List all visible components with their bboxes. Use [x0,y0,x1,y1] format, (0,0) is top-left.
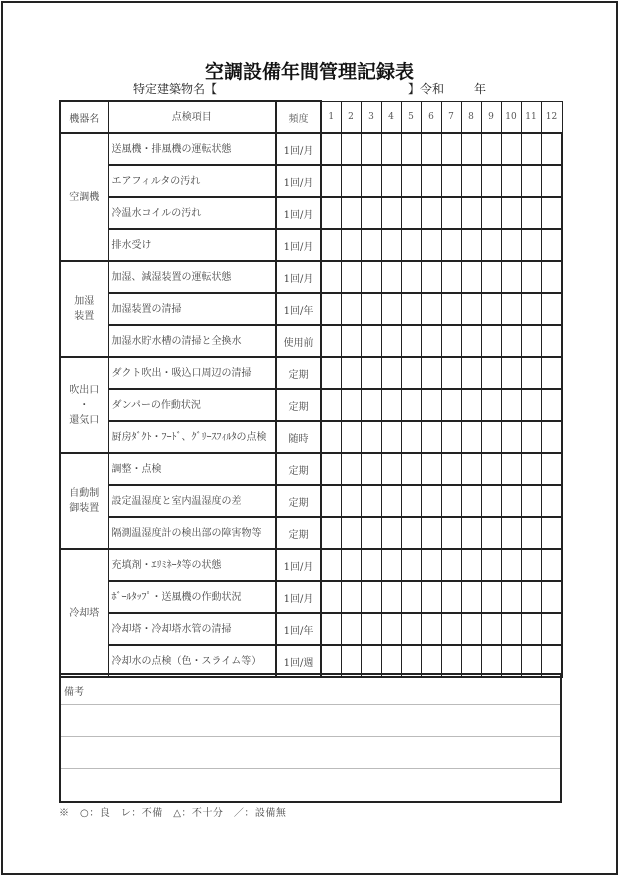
header-month: 2 [341,101,361,133]
month-check-cell[interactable] [441,261,461,293]
month-check-cell[interactable] [401,229,421,261]
month-check-cell[interactable] [381,581,401,613]
inspection-frequency: 使用前 [276,325,321,357]
month-check-cell[interactable] [501,325,521,357]
month-check-cell[interactable] [341,485,361,517]
table-row [60,357,562,389]
month-check-cell[interactable] [521,581,541,613]
header-month: 6 [421,101,441,133]
month-check-cell[interactable] [521,485,541,517]
month-check-cell[interactable] [441,453,461,485]
table-row [60,485,562,517]
month-check-cell[interactable] [521,197,541,229]
inspection-frequency: 1回/年 [276,293,321,325]
header-month: 10 [501,101,521,133]
month-check-cell[interactable] [401,357,421,389]
month-check-cell[interactable] [341,517,361,549]
month-check-cell[interactable] [421,453,441,485]
month-check-cell[interactable] [381,517,401,549]
month-check-cell[interactable] [541,325,562,357]
month-check-cell[interactable] [341,613,361,645]
inspection-frequency: 定期 [276,357,321,389]
month-check-cell[interactable] [321,357,341,389]
month-check-cell[interactable] [541,485,562,517]
month-check-cell[interactable] [521,517,541,549]
month-check-cell[interactable] [321,325,341,357]
month-check-cell[interactable] [421,421,441,453]
month-check-cell[interactable] [501,485,521,517]
month-check-cell[interactable] [541,549,562,581]
month-check-cell[interactable] [341,261,361,293]
table-row [60,421,562,453]
month-check-cell[interactable] [321,453,341,485]
inspection-frequency: 1回/月 [276,581,321,613]
month-check-cell[interactable] [501,549,521,581]
month-check-cell[interactable] [461,293,481,325]
month-check-cell[interactable] [341,357,361,389]
month-check-cell[interactable] [321,229,341,261]
month-check-cell[interactable] [381,549,401,581]
month-check-cell[interactable] [381,453,401,485]
inspection-item: 調整・点検 [108,453,276,485]
month-check-cell[interactable] [481,613,501,645]
month-check-cell[interactable] [541,581,562,613]
month-check-cell[interactable] [521,389,541,421]
remarks-box[interactable] [59,673,562,803]
month-check-cell[interactable] [501,581,521,613]
month-check-cell[interactable] [401,197,421,229]
inspection-item: 厨房ﾀﾞｸﾄ・ﾌｰﾄﾞ、ｸﾞﾘｰｽﾌｨﾙﾀの点検 [108,421,276,453]
month-check-cell[interactable] [461,133,481,165]
inspection-item: 送風機・排風機の運転状態 [108,133,276,165]
table-row [60,261,562,293]
month-check-cell[interactable] [401,293,421,325]
inspection-item: 冷却水の点検（色・スライム等） [108,645,276,677]
month-check-cell[interactable] [501,389,521,421]
month-check-cell[interactable] [381,293,401,325]
month-check-cell[interactable] [361,581,381,613]
inspection-item: ダンパーの作動状況 [108,389,276,421]
month-check-cell[interactable] [421,485,441,517]
table-row [60,549,562,581]
month-check-cell[interactable] [361,165,381,197]
month-check-cell[interactable] [421,229,441,261]
header-month: 11 [521,101,541,133]
month-check-cell[interactable] [341,165,361,197]
inspection-item: 加湿、減湿装置の運転状態 [108,261,276,293]
month-check-cell[interactable] [401,549,421,581]
month-check-cell[interactable] [481,421,501,453]
inspection-item: 加湿水貯水槽の清掃と全換水 [108,325,276,357]
remarks-line [61,768,560,769]
header-equipment: 機器名 [60,101,108,133]
month-check-cell[interactable] [441,293,461,325]
month-check-cell[interactable] [521,613,541,645]
inspection-frequency: 1回/月 [276,197,321,229]
month-check-cell[interactable] [321,165,341,197]
inspection-frequency: 定期 [276,485,321,517]
month-check-cell[interactable] [481,165,501,197]
inspection-frequency: 1回/月 [276,165,321,197]
month-check-cell[interactable] [401,581,421,613]
header-month: 7 [441,101,461,133]
month-check-cell[interactable] [501,293,521,325]
month-check-cell[interactable] [361,389,381,421]
header-month: 3 [361,101,381,133]
equipment-name: 吹出口 ・ 還気口 [60,357,108,453]
month-check-cell[interactable] [501,517,521,549]
month-check-cell[interactable] [321,293,341,325]
month-check-cell[interactable] [421,549,441,581]
table-row [60,133,562,165]
table-row [60,581,562,613]
month-check-cell[interactable] [461,453,481,485]
month-check-cell[interactable] [361,421,381,453]
month-check-cell[interactable] [421,389,441,421]
month-check-cell[interactable] [381,389,401,421]
month-check-cell[interactable] [381,485,401,517]
month-check-cell[interactable] [321,133,341,165]
month-check-cell[interactable] [521,453,541,485]
inspection-frequency: 定期 [276,453,321,485]
month-check-cell[interactable] [321,389,341,421]
month-check-cell[interactable] [361,613,381,645]
month-check-cell[interactable] [441,549,461,581]
remarks-line [61,736,560,737]
month-check-cell[interactable] [441,133,461,165]
legend-note: ※ ○：良 レ：不備 △：不十分 ／：設備無 [59,808,287,819]
month-check-cell[interactable] [461,613,481,645]
month-check-cell[interactable] [381,165,401,197]
inspection-item: エアフィルタの汚れ [108,165,276,197]
header-month: 12 [541,101,562,133]
month-check-cell[interactable] [381,229,401,261]
table-row [60,613,562,645]
month-check-cell[interactable] [421,293,441,325]
month-check-cell[interactable] [381,421,401,453]
month-check-cell[interactable] [401,485,421,517]
month-check-cell[interactable] [361,357,381,389]
month-check-cell[interactable] [441,165,461,197]
month-check-cell[interactable] [401,261,421,293]
month-check-cell[interactable] [541,453,562,485]
month-check-cell[interactable] [321,549,341,581]
inspection-frequency: 定期 [276,517,321,549]
inspection-item: 充填剤・ｴﾘﾐﾈｰﾀ等の状態 [108,549,276,581]
month-check-cell[interactable] [401,133,421,165]
month-check-cell[interactable] [441,613,461,645]
month-check-cell[interactable] [381,613,401,645]
month-check-cell[interactable] [341,421,361,453]
month-check-cell[interactable] [321,613,341,645]
remarks-label: 備考 [64,687,84,698]
month-check-cell[interactable] [541,197,562,229]
month-check-cell[interactable] [481,133,501,165]
month-check-cell[interactable] [541,613,562,645]
month-check-cell[interactable] [421,133,441,165]
month-check-cell[interactable] [501,261,521,293]
month-check-cell[interactable] [541,389,562,421]
month-check-cell[interactable] [481,549,501,581]
month-check-cell[interactable] [361,133,381,165]
month-check-cell[interactable] [521,357,541,389]
inspection-frequency: 1回/月 [276,229,321,261]
building-name-label: 特定建築物名【 [133,82,218,96]
month-check-cell[interactable] [461,549,481,581]
month-check-cell[interactable] [481,517,501,549]
inspection-item: 加湿装置の清掃 [108,293,276,325]
month-check-cell[interactable] [461,389,481,421]
month-check-cell[interactable] [361,549,381,581]
month-check-cell[interactable] [341,197,361,229]
inspection-item: 設定温湿度と室内温湿度の差 [108,485,276,517]
month-check-cell[interactable] [541,165,562,197]
inspection-item: 冷温水コイルの汚れ [108,197,276,229]
inspection-frequency: 定期 [276,389,321,421]
month-check-cell[interactable] [421,357,441,389]
table-row [60,453,562,485]
month-check-cell[interactable] [501,357,521,389]
month-check-cell[interactable] [481,197,501,229]
month-check-cell[interactable] [541,261,562,293]
month-check-cell[interactable] [501,229,521,261]
month-check-cell[interactable] [441,485,461,517]
era-label: 】令和 [408,82,445,96]
month-check-cell[interactable] [321,421,341,453]
inspection-frequency: 1回/月 [276,261,321,293]
month-check-cell[interactable] [401,453,421,485]
table-row [60,517,562,549]
month-check-cell[interactable] [481,357,501,389]
table-row [60,325,562,357]
month-check-cell[interactable] [361,485,381,517]
month-check-cell[interactable] [461,229,481,261]
month-check-cell[interactable] [461,197,481,229]
month-check-cell[interactable] [321,581,341,613]
month-check-cell[interactable] [481,261,501,293]
month-check-cell[interactable] [361,453,381,485]
header-month: 5 [401,101,421,133]
month-check-cell[interactable] [521,229,541,261]
month-check-cell[interactable] [321,517,341,549]
month-check-cell[interactable] [401,517,421,549]
month-check-cell[interactable] [341,229,361,261]
month-check-cell[interactable] [381,133,401,165]
inspection-frequency: 1回/月 [276,133,321,165]
header-frequency: 頻度 [276,101,321,133]
month-check-cell[interactable] [541,133,562,165]
equipment-name: 冷却塔 [60,549,108,677]
month-check-cell[interactable] [421,325,441,357]
month-check-cell[interactable] [421,581,441,613]
month-check-cell[interactable] [361,325,381,357]
inspection-frequency: 1回/月 [276,549,321,581]
month-check-cell[interactable] [321,197,341,229]
inspection-item: ダクト吹出・吸込口周辺の清掃 [108,357,276,389]
month-check-cell[interactable] [381,325,401,357]
inspection-item: ﾎﾞｰﾙﾀｯﾌﾟ・送風機の作動状況 [108,581,276,613]
year-label: 年 [474,82,487,96]
month-check-cell[interactable] [501,133,521,165]
month-check-cell[interactable] [481,325,501,357]
month-check-cell[interactable] [481,581,501,613]
month-check-cell[interactable] [481,485,501,517]
inspection-table [59,100,563,678]
month-check-cell[interactable] [461,325,481,357]
month-check-cell[interactable] [481,453,501,485]
month-check-cell[interactable] [541,517,562,549]
month-check-cell[interactable] [421,261,441,293]
month-check-cell[interactable] [421,517,441,549]
month-check-cell[interactable] [341,453,361,485]
month-check-cell[interactable] [441,517,461,549]
month-check-cell[interactable] [481,229,501,261]
month-check-cell[interactable] [361,261,381,293]
month-check-cell[interactable] [401,325,421,357]
inspection-item: 隔測温湿度計の検出部の障害物等 [108,517,276,549]
table-row [60,165,562,197]
month-check-cell[interactable] [521,165,541,197]
month-check-cell[interactable] [521,133,541,165]
month-check-cell[interactable] [341,133,361,165]
month-check-cell[interactable] [541,357,562,389]
month-check-cell[interactable] [441,581,461,613]
building-name-field[interactable] [222,80,402,95]
month-check-cell[interactable] [341,581,361,613]
month-check-cell[interactable] [341,549,361,581]
month-check-cell[interactable] [461,261,481,293]
month-check-cell[interactable] [461,517,481,549]
table-row [60,389,562,421]
month-check-cell[interactable] [541,293,562,325]
month-check-cell[interactable] [401,389,421,421]
month-check-cell[interactable] [501,421,521,453]
month-check-cell[interactable] [381,197,401,229]
month-check-cell[interactable] [341,293,361,325]
month-check-cell[interactable] [521,421,541,453]
month-check-cell[interactable] [521,325,541,357]
inspection-item: 排水受け [108,229,276,261]
month-check-cell[interactable] [401,421,421,453]
header-month: 1 [321,101,341,133]
month-check-cell[interactable] [361,229,381,261]
month-check-cell[interactable] [421,165,441,197]
month-check-cell[interactable] [361,197,381,229]
month-check-cell[interactable] [441,325,461,357]
table-row [60,229,562,261]
header-month: 9 [481,101,501,133]
month-check-cell[interactable] [421,613,441,645]
header-month: 8 [461,101,481,133]
inspection-item: 冷却塔・冷却塔水管の清掃 [108,613,276,645]
month-check-cell[interactable] [421,197,441,229]
inspection-frequency: 随時 [276,421,321,453]
month-check-cell[interactable] [461,421,481,453]
month-check-cell[interactable] [541,421,562,453]
month-check-cell[interactable] [441,421,461,453]
month-check-cell[interactable] [501,165,521,197]
month-check-cell[interactable] [541,229,562,261]
inspection-frequency: 1回/年 [276,613,321,645]
month-check-cell[interactable] [441,357,461,389]
month-check-cell[interactable] [381,357,401,389]
month-check-cell[interactable] [481,293,501,325]
month-check-cell[interactable] [401,613,421,645]
month-check-cell[interactable] [461,165,481,197]
month-check-cell[interactable] [361,293,381,325]
month-check-cell[interactable] [381,261,401,293]
month-check-cell[interactable] [481,389,501,421]
month-check-cell[interactable] [341,389,361,421]
month-check-cell[interactable] [441,197,461,229]
remarks-line [61,704,560,705]
month-check-cell[interactable] [321,485,341,517]
month-check-cell[interactable] [501,197,521,229]
month-check-cell[interactable] [521,293,541,325]
month-check-cell[interactable] [341,325,361,357]
table-header-row [60,101,562,133]
equipment-name: 加湿 装置 [60,261,108,357]
month-check-cell[interactable] [461,357,481,389]
month-check-cell[interactable] [521,261,541,293]
equipment-name: 自動制 御装置 [60,453,108,549]
month-check-cell[interactable] [441,389,461,421]
month-check-cell[interactable] [441,229,461,261]
equipment-name: 空調機 [60,133,108,261]
month-check-cell[interactable] [361,517,381,549]
page-title: 空調設備年間管理記録表 [204,61,414,83]
table-row [60,197,562,229]
month-check-cell[interactable] [521,549,541,581]
header-item: 点検項目 [108,101,276,133]
month-check-cell[interactable] [501,453,521,485]
month-check-cell[interactable] [461,581,481,613]
table-row [60,293,562,325]
month-check-cell[interactable] [461,485,481,517]
month-check-cell[interactable] [501,613,521,645]
header-month: 4 [381,101,401,133]
inspection-frequency: 1回/週 [276,645,321,677]
month-check-cell[interactable] [401,165,421,197]
month-check-cell[interactable] [321,261,341,293]
